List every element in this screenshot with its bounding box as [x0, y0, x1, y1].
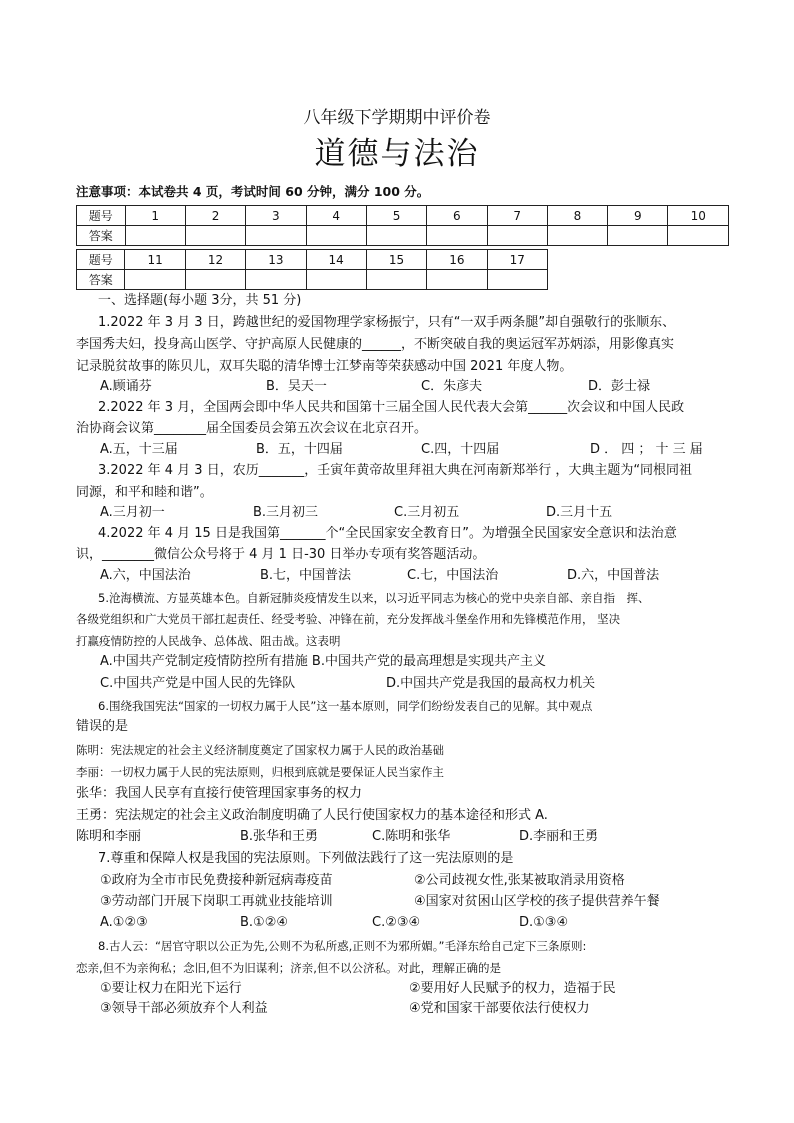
q1-option-c[interactable]: C．朱彦夫 — [421, 379, 483, 394]
section-heading: 一、选择题(每小题 3分，共 51 分) — [98, 293, 302, 308]
q4-option-b[interactable]: B.七，中国普法 — [260, 568, 352, 583]
question-6-line-1: 6.围绕我国宪法“国家的一切权力属于人民”这一基本原则，同学们纷纷发表自己的见解。其中观点 — [98, 699, 593, 713]
table-row — [77, 226, 729, 246]
question-3-line-2: 同源，和平和睦和谐”。 — [76, 485, 213, 500]
question-number: 8 — [547, 206, 607, 226]
question-number: 12 — [185, 250, 245, 270]
answer-cell[interactable] — [427, 226, 487, 246]
q4-option-c[interactable]: C.七，中国法治 — [407, 568, 499, 583]
q3-option-c[interactable]: C.三月初五 — [394, 505, 460, 520]
answer-cell[interactable] — [125, 226, 185, 246]
q2-option-b[interactable]: B．五，十四届 — [256, 442, 343, 457]
table-row — [77, 250, 548, 270]
q7-item-3: ③劳动部门开展下岗职工再就业技能培训 — [100, 894, 333, 909]
answer-cell[interactable] — [125, 270, 185, 290]
question-4-line-2: 识，________微信公众号将于 4 月 1 日-30 日举办专项有奖答题活动。 — [76, 547, 486, 562]
question-number: 5 — [366, 206, 426, 226]
question-7-line-1: 7.尊重和保障人权是我国的宪法原则。下列做法践行了这一宪法原则的是 — [98, 851, 514, 866]
question-1-line-2: 李国秀夫妇，投身高山医学、守护高原人民健康的______，不断突破自我的奥运冠军苏炳添，用影像真实 — [76, 337, 675, 352]
q7-option-c[interactable]: C.②③④ — [372, 915, 421, 930]
q6-option-a[interactable]: 陈明和李丽 — [76, 829, 142, 844]
q8-item-1: ①要让权力在阳光下运行 — [100, 981, 242, 996]
question-number: 3 — [246, 206, 306, 226]
question-number: 15 — [366, 250, 426, 270]
answer-cell[interactable] — [366, 226, 426, 246]
question-number: 14 — [306, 250, 366, 270]
q5-option-a-b[interactable]: A.中国共产党制定疫情防控所有措施 B.中国共产党的最高理想是实现共产主义 — [100, 654, 546, 669]
answer-cell[interactable] — [547, 226, 607, 246]
question-number: 4 — [306, 206, 366, 226]
q3-option-d[interactable]: D.三月十五 — [546, 505, 613, 520]
exam-title: 道德与法治 — [314, 136, 480, 172]
q1-option-d[interactable]: D．彭士禄 — [588, 379, 651, 394]
question-number: 1 — [125, 206, 185, 226]
table-row — [77, 206, 729, 226]
question-number: 16 — [427, 250, 487, 270]
q2-option-d[interactable]: D ． 四 ； 十 三 届 — [590, 442, 703, 457]
answer-cell[interactable] — [487, 226, 547, 246]
row-label: 题号 — [77, 250, 125, 270]
exam-notice: 注意事项：本试卷共 4 页，考试时间 60 分钟，满分 100 分。 — [76, 184, 430, 199]
q2-option-c[interactable]: C.四，十四届 — [421, 442, 500, 457]
q6-option-c[interactable]: C.陈明和张华 — [372, 829, 451, 844]
q8-item-3: ③领导干部必须放弃个人利益 — [100, 1001, 268, 1016]
answer-label: 答案 — [77, 226, 126, 246]
answer-cell[interactable] — [608, 226, 668, 246]
q7-option-a[interactable]: A.①②③ — [100, 915, 148, 930]
exam-subtitle: 八年级下学期期中评价卷 — [303, 108, 491, 128]
answer-cell[interactable] — [185, 226, 245, 246]
table-row — [77, 270, 548, 290]
question-number: 10 — [668, 206, 729, 226]
question-2-line-2: 治协商会议第________届全国委员会第五次会议在北京召开。 — [76, 421, 428, 436]
q6-statement-3: 张华：我国人民享有直接行使管理国家事务的权力 — [76, 786, 363, 801]
question-5-line-1: 5.沧海横流、方显英雄本色。自新冠肺炎疫情发生以来，以习近平同志为核心的党中央亲自部、亲自指 挥、 — [98, 591, 650, 605]
question-6-line-2: 错误的是 — [76, 719, 129, 734]
answer-cell[interactable] — [427, 270, 487, 290]
q6-option-d[interactable]: D.李丽和王勇 — [519, 829, 599, 844]
question-4-line-1: 4.2022 年 4 月 15 日是我国第_______个“全民国家安全教育日”。为增强全民国家安全意识和法治意 — [98, 526, 677, 541]
answer-cell[interactable] — [668, 226, 729, 246]
q7-option-d[interactable]: D.①③④ — [519, 915, 569, 930]
answer-cell[interactable] — [246, 270, 306, 290]
question-5-line-2: 各级党组织和广大党员干部扛起责任、经受考验、冲锋在前，充分发挥战斗堡垒作用和先锋模范作用， 坚决 — [76, 612, 621, 626]
q3-option-b[interactable]: B.三月初三 — [253, 505, 319, 520]
question-number: 17 — [487, 250, 547, 270]
answer-cell[interactable] — [306, 270, 366, 290]
question-number: 2 — [185, 206, 245, 226]
answer-cell[interactable] — [487, 270, 547, 290]
question-1-line-3: 记录脱贫故事的陈贝儿，双耳失聪的清华博士江梦南等荣获感动中国 2021 年度人物。 — [76, 359, 573, 374]
answer-label: 答案 — [77, 270, 125, 290]
answer-cell[interactable] — [306, 226, 366, 246]
answer-cell[interactable] — [366, 270, 426, 290]
question-2-line-1: 2.2022 年 3 月，全国两会即中华人民共和国第十三届全国人民代表大会第______次会议和中国人民政 — [98, 400, 685, 415]
question-number: 7 — [487, 206, 547, 226]
question-3-line-1: 3.2022 年 4 月 3 日，农历_______，壬寅年黄帝故里拜祖大典在河南新郑举行 ，大典主题为“同根同祖 — [98, 463, 693, 478]
q2-option-a[interactable]: A.五，十三届 — [100, 442, 178, 457]
answer-table-1 — [76, 205, 729, 246]
answer-cell[interactable] — [185, 270, 245, 290]
question-number: 13 — [246, 250, 306, 270]
q8-item-4: ④党和国家干部要依法行使权力 — [409, 1001, 590, 1016]
answer-cell[interactable] — [246, 226, 306, 246]
q4-option-a[interactable]: A.六，中国法治 — [100, 568, 191, 583]
q6-statement-4: 王勇：宪法规定的社会主义政治制度明确了人民行使国家权力的基本途径和形式 A. — [76, 808, 548, 823]
q8-item-2: ②要用好人民赋予的权力，造福于民 — [409, 981, 616, 996]
question-number: 11 — [125, 250, 185, 270]
q6-statement-1: 陈明：宪法规定的社会主义经济制度奠定了国家权力属于人民的政治基础 — [76, 743, 444, 757]
q1-option-a[interactable]: A.顾诵芬 — [100, 379, 152, 394]
question-1-line-1: 1.2022 年 3 月 3 日，跨越世纪的爱国物理学家杨振宁，只有“一双手两条腿”却自强敬行的张顺东、 — [98, 315, 676, 330]
q6-option-b[interactable]: B.张华和王勇 — [240, 829, 319, 844]
q7-item-1: ①政府为全市市民免费接种新冠病毒疫苗 — [100, 873, 333, 888]
question-8-line-1: 8.古人云：“居官守职以公正为先,公则不为私所惑,正则不为邪所媚。”毛泽东给自己定下三条原则: — [98, 939, 587, 953]
q7-item-4: ④国家对贫困山区学校的孩子提供营养午餐 — [414, 894, 660, 909]
q5-option-c[interactable]: C.中国共产党是中国人民的先锋队 — [100, 676, 296, 691]
q5-option-d[interactable]: D.中国共产党是我国的最高权力机关 — [386, 676, 596, 691]
q7-option-b[interactable]: B.①②④ — [240, 915, 289, 930]
q4-option-d[interactable]: D.六，中国普法 — [567, 568, 660, 583]
row-label: 题号 — [77, 206, 126, 226]
question-5-line-3: 打赢疫情防控的人民战争、总体战、阻击战。这表明 — [76, 634, 341, 648]
question-8-line-2: 恋亲,但不为亲徇私；念旧,但不为旧谋利；济亲,但不以公济私。对此，理解正确的是 — [76, 961, 501, 975]
question-number: 6 — [427, 206, 487, 226]
q3-option-a[interactable]: A.三月初一 — [100, 505, 165, 520]
question-number: 9 — [608, 206, 668, 226]
q7-item-2: ②公司歧视女性,张某被取消录用资格 — [414, 873, 625, 888]
q1-option-b[interactable]: B．吴天一 — [266, 379, 327, 394]
q6-statement-2: 李丽：一切权力属于人民的宪法原则，归根到底就是要保证人民当家作主 — [76, 765, 444, 779]
answer-table-2 — [76, 249, 548, 290]
